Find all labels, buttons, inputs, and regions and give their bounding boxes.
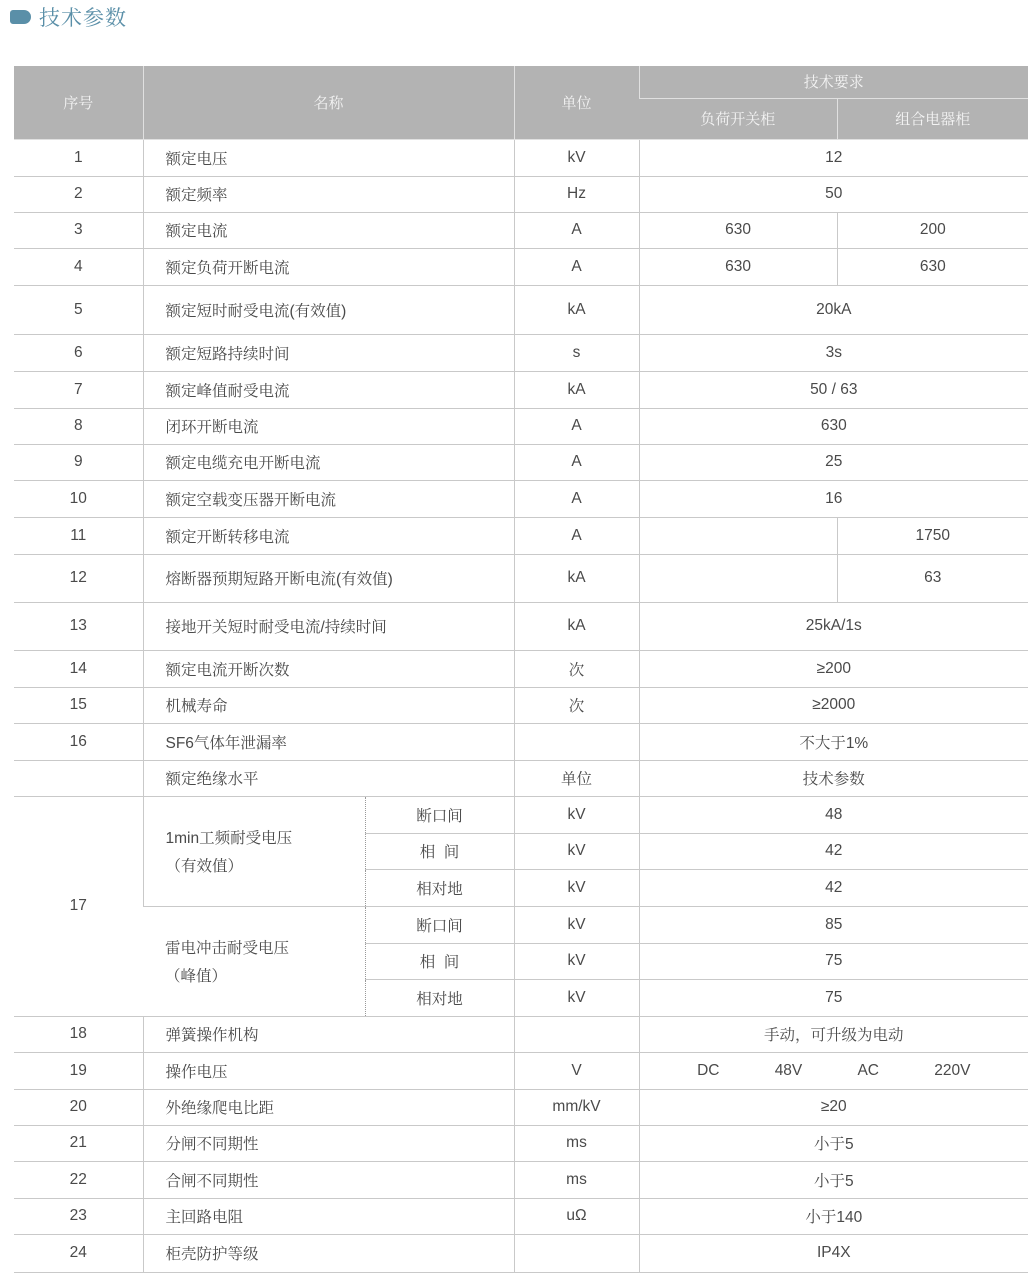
table-row (14, 1198, 1028, 1234)
table-row (14, 650, 1028, 687)
row-name: 机械寿命 (143, 687, 514, 723)
table-row (14, 906, 1028, 943)
row-index: 23 (14, 1198, 143, 1234)
row-name: 外绝缘爬电比距 (143, 1089, 514, 1125)
row-value: 20kA (639, 285, 1028, 334)
table-row (14, 687, 1028, 723)
row-unit: uΩ (514, 1198, 639, 1234)
row-unit: V (514, 1052, 639, 1089)
header-combined: 组合电器柜 (837, 98, 1028, 139)
group-label-line2: （峰值） (165, 968, 228, 985)
group-label-line2: （有效值） (165, 858, 244, 875)
row-value: 85 (639, 906, 1028, 943)
sub-label: 相对地 (365, 979, 514, 1016)
row-value: 50 / 63 (639, 371, 1028, 408)
table-row (14, 602, 1028, 650)
table-row (14, 796, 1028, 833)
row-unit (514, 1016, 639, 1052)
row-name: 额定短路持续时间 (143, 334, 514, 371)
table-row (14, 1052, 1028, 1089)
row-index: 2 (14, 176, 143, 212)
row-index: 20 (14, 1089, 143, 1125)
row-value: 手动，可升级为电动 (639, 1016, 1028, 1052)
table-row (14, 1161, 1028, 1198)
header-unit: 单位 (514, 66, 639, 139)
row-value: 16 (639, 480, 1028, 517)
section-title-text: 技术参数 (39, 7, 127, 30)
table-row (14, 1234, 1028, 1272)
title-marker-icon (10, 10, 31, 24)
row-value: 75 (639, 979, 1028, 1016)
row-index: 8 (14, 408, 143, 444)
row-index: 19 (14, 1052, 143, 1089)
row-value-combined: 200 (837, 212, 1028, 248)
row-name: 主回路电阻 (143, 1198, 514, 1234)
row-index: 22 (14, 1161, 143, 1198)
table-row (14, 285, 1028, 334)
row-value: 48 (639, 796, 1028, 833)
row-value: ≥2000 (639, 687, 1028, 723)
table-row (14, 554, 1028, 602)
row-unit: kV (514, 943, 639, 979)
row-name: 合闸不同期性 (143, 1161, 514, 1198)
row-index: 1 (14, 139, 143, 176)
row-value-load-switch (639, 554, 837, 602)
insulation-group-power-freq (143, 796, 365, 906)
row-value: 不大于1% (639, 723, 1028, 760)
row-value: IP4X (639, 1234, 1028, 1272)
row-value: 小于140 (639, 1198, 1028, 1234)
row-unit: Hz (514, 176, 639, 212)
row-index: 12 (14, 554, 143, 602)
row-name: 闭环开断电流 (143, 408, 514, 444)
table-row (14, 1089, 1028, 1125)
group-label-line1: 雷电冲击耐受电压 (165, 940, 290, 957)
row-value: 50 (639, 176, 1028, 212)
row-unit: A (514, 248, 639, 285)
row-unit: kV (514, 833, 639, 869)
group-label-line1: 1min工频耐受电压 (165, 830, 293, 847)
row-name: 额定开断转移电流 (143, 517, 514, 554)
row-unit: kV (514, 139, 639, 176)
row-index: 18 (14, 1016, 143, 1052)
row-unit: mm/kV (514, 1089, 639, 1125)
row-unit: kA (514, 602, 639, 650)
row-name: 额定电缆充电开断电流 (143, 444, 514, 480)
table-row (14, 480, 1028, 517)
table-row (14, 1125, 1028, 1161)
row-unit: kV (514, 796, 639, 833)
row-value: 42 (639, 833, 1028, 869)
table-row (14, 139, 1028, 176)
row-name: 额定短时耐受电流(有效值) (143, 285, 514, 334)
row-unit: 次 (514, 687, 639, 723)
row-name: 操作电压 (143, 1052, 514, 1089)
row-value: 25kA/1s (639, 602, 1028, 650)
row-unit: kA (514, 371, 639, 408)
row-value-voltage (639, 1052, 1028, 1089)
row-name: 熔断器预期短路开断电流(有效值) (143, 554, 514, 602)
row-index: 24 (14, 1234, 143, 1272)
row-unit (514, 723, 639, 760)
row-index: 15 (14, 687, 143, 723)
row-index (14, 760, 143, 796)
row-index: 14 (14, 650, 143, 687)
header-name: 名称 (143, 66, 514, 139)
row-unit: kA (514, 554, 639, 602)
table-row (14, 248, 1028, 285)
table-row (14, 723, 1028, 760)
row-value: 630 (639, 408, 1028, 444)
row-name: 额定电压 (143, 139, 514, 176)
row-index: 16 (14, 723, 143, 760)
row-name: 额定频率 (143, 176, 514, 212)
row-name: 额定电流 (143, 212, 514, 248)
table-row (14, 176, 1028, 212)
row-unit: 次 (514, 650, 639, 687)
row-unit: kV (514, 979, 639, 1016)
row-value-load-switch: 630 (639, 248, 837, 285)
row-unit: A (514, 480, 639, 517)
row-value: 25 (639, 444, 1028, 480)
dc-label: DC (697, 1061, 720, 1079)
insulation-header-row (14, 760, 1028, 796)
row-index: 10 (14, 480, 143, 517)
row-index: 6 (14, 334, 143, 371)
header-index: 序号 (14, 66, 143, 139)
row-unit: A (514, 517, 639, 554)
row-value: ≥200 (639, 650, 1028, 687)
row-name: 额定峰值耐受电流 (143, 371, 514, 408)
sub-label: 相 间 (365, 943, 514, 979)
row-name: 额定空载变压器开断电流 (143, 480, 514, 517)
dc-value: 48V (774, 1061, 803, 1079)
ac-value: 220V (934, 1061, 971, 1079)
insulation-value: 技术参数 (639, 760, 1028, 796)
row-value-load-switch: 630 (639, 212, 837, 248)
row-unit: kV (514, 869, 639, 906)
row-unit: s (514, 334, 639, 371)
row-index: 7 (14, 371, 143, 408)
table-row (14, 334, 1028, 371)
table-row (14, 1016, 1028, 1052)
row-name: 接地开关短时耐受电流/持续时间 (143, 602, 514, 650)
insulation-name: 额定绝缘水平 (143, 760, 514, 796)
row-index: 4 (14, 248, 143, 285)
row-index: 13 (14, 602, 143, 650)
section-title (10, 2, 127, 32)
row-value-combined: 63 (837, 554, 1028, 602)
sub-label: 断口间 (365, 796, 514, 833)
row-value: ≥20 (639, 1089, 1028, 1125)
row-unit: kA (514, 285, 639, 334)
sub-label: 断口间 (365, 906, 514, 943)
row-index: 17 (14, 796, 143, 1016)
insulation-unit: 单位 (514, 760, 639, 796)
table-row (14, 371, 1028, 408)
row-unit: A (514, 444, 639, 480)
row-unit (514, 1234, 639, 1272)
row-name: 柜壳防护等级 (143, 1234, 514, 1272)
row-value: 42 (639, 869, 1028, 906)
row-unit: A (514, 212, 639, 248)
row-name: 额定负荷开断电流 (143, 248, 514, 285)
header-requirements: 技术要求 (639, 66, 1028, 98)
row-name: 弹簧操作机构 (143, 1016, 514, 1052)
table-row (14, 408, 1028, 444)
row-unit: ms (514, 1161, 639, 1198)
row-value-load-switch (639, 517, 837, 554)
row-name: 额定电流开断次数 (143, 650, 514, 687)
row-name: SF6气体年泄漏率 (143, 723, 514, 760)
row-unit: kV (514, 906, 639, 943)
ac-label: AC (857, 1061, 880, 1079)
row-value: 小于5 (639, 1125, 1028, 1161)
table-row (14, 212, 1028, 248)
row-unit: ms (514, 1125, 639, 1161)
insulation-group-lightning (143, 906, 365, 1016)
header-load-switch: 负荷开关柜 (639, 98, 837, 139)
row-index: 11 (14, 517, 143, 554)
sub-label: 相对地 (365, 869, 514, 906)
row-value-combined: 630 (837, 248, 1028, 285)
row-value: 小于5 (639, 1161, 1028, 1198)
row-value-combined: 1750 (837, 517, 1028, 554)
row-name: 分闸不同期性 (143, 1125, 514, 1161)
spec-table (14, 66, 1028, 1273)
row-index: 9 (14, 444, 143, 480)
row-value: 75 (639, 943, 1028, 979)
row-value: 12 (639, 139, 1028, 176)
row-index: 5 (14, 285, 143, 334)
row-index: 3 (14, 212, 143, 248)
row-index: 21 (14, 1125, 143, 1161)
table-row (14, 444, 1028, 480)
table-row (14, 517, 1028, 554)
sub-label: 相 间 (365, 833, 514, 869)
row-value: 3s (639, 334, 1028, 371)
row-unit: A (514, 408, 639, 444)
